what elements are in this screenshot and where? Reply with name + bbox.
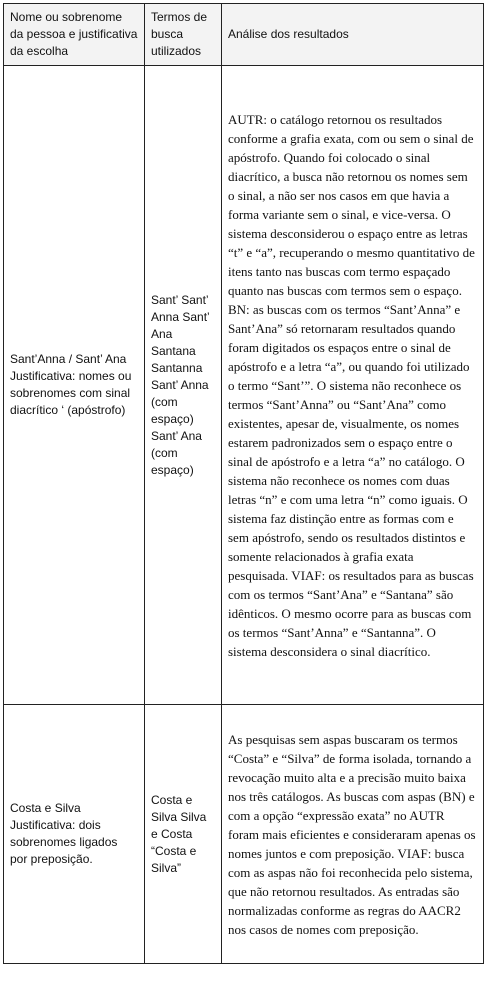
- analysis-cell: As pesquisas sem aspas buscaram os termos “Costa” e “Silva” de forma isolada, tornando a revocação muito alta e a precisão muito baixa nos três catálogos. As buscas com aspas (BN) e com a opção “expressão exata” no AUTR foram mais eficientes e consideraram apenas os nomes juntos e com preposição. VIAF: busca com as aspas não foi reconhecida pelo sistema, que não retornou resultados. As entradas são normalizadas conforme as regras do AACR2 nos casos de nomes com preposição.: [222, 705, 484, 964]
- analysis-cell: AUTR: o catálogo retornou os resultados conforme a grafia exata, com ou sem o sinal de apóstrofo. Quando foi colocado o sinal diacrítico, a busca não retornou os nomes sem o sinal, a não ser nos casos em que havia a forma variante sem o sinal, e vice-versa. O sistema desconsiderou o espaço entre as letras “t” e “a”, recuperando o mesmo quantitativo de itens tanto nas buscas com termo espaçado quanto nas buscas com termos sem o espaço. BN: as buscas com os termos “Sant’Anna” e Sant’Ana” só retornaram resultados quando foram digitados os espaços entre o sinal de apóstrofo e a letra “a”, ou quando foi utilizado o termo “Sant’”. O sistema não reconhece os termos “Sant’Anna” ou “Sant’Ana” como existentes, apesar de, visualmente, os nomes estarem padronizados sem o espaço entre o sinal de apóstrofo e a letra “a” no catálogo. O sistema não reconhece os nomes com duas letras “n” e com uma letra “n” como iguais. O sistema faz distinção entre as formas com e sem apóstrofo, sendo os resultados distintos e somente relacionados à grafia exata pesquisada. VIAF: os resultados para as buscas com os termos “Sant’Ana” e “Santana” são idênticos. O mesmo ocorre para as buscas com os termos “Sant’Anna” e “Santanna”. O sistema desconsidera o sinal diacrítico.: [222, 66, 484, 705]
- name-justification-cell: Sant’Anna / Sant’ Ana Justificativa: nomes ou sobrenomes com sinal diacrítico ‘ (apóstrofo): [4, 66, 145, 705]
- header-analysis: Análise dos resultados: [222, 4, 484, 66]
- name-justification-cell: Costa e Silva Justificativa: dois sobrenomes ligados por preposição.: [4, 705, 145, 964]
- header-search-terms: Termos de busca utilizados: [145, 4, 222, 66]
- search-terms-cell: Costa e Silva Silva e Costa “Costa e Silva”: [145, 705, 222, 964]
- header-row: [4, 4, 484, 66]
- results-table: [3, 3, 484, 964]
- search-terms-cell: Sant’ Sant’ Anna Sant’ Ana Santana Santanna Sant’ Anna (com espaço) Sant’ Ana (com espaço): [145, 66, 222, 705]
- table-row: [4, 705, 484, 964]
- header-name-justification: Nome ou sobrenome da pessoa e justificativa da escolha: [4, 4, 145, 66]
- table-row: [4, 66, 484, 705]
